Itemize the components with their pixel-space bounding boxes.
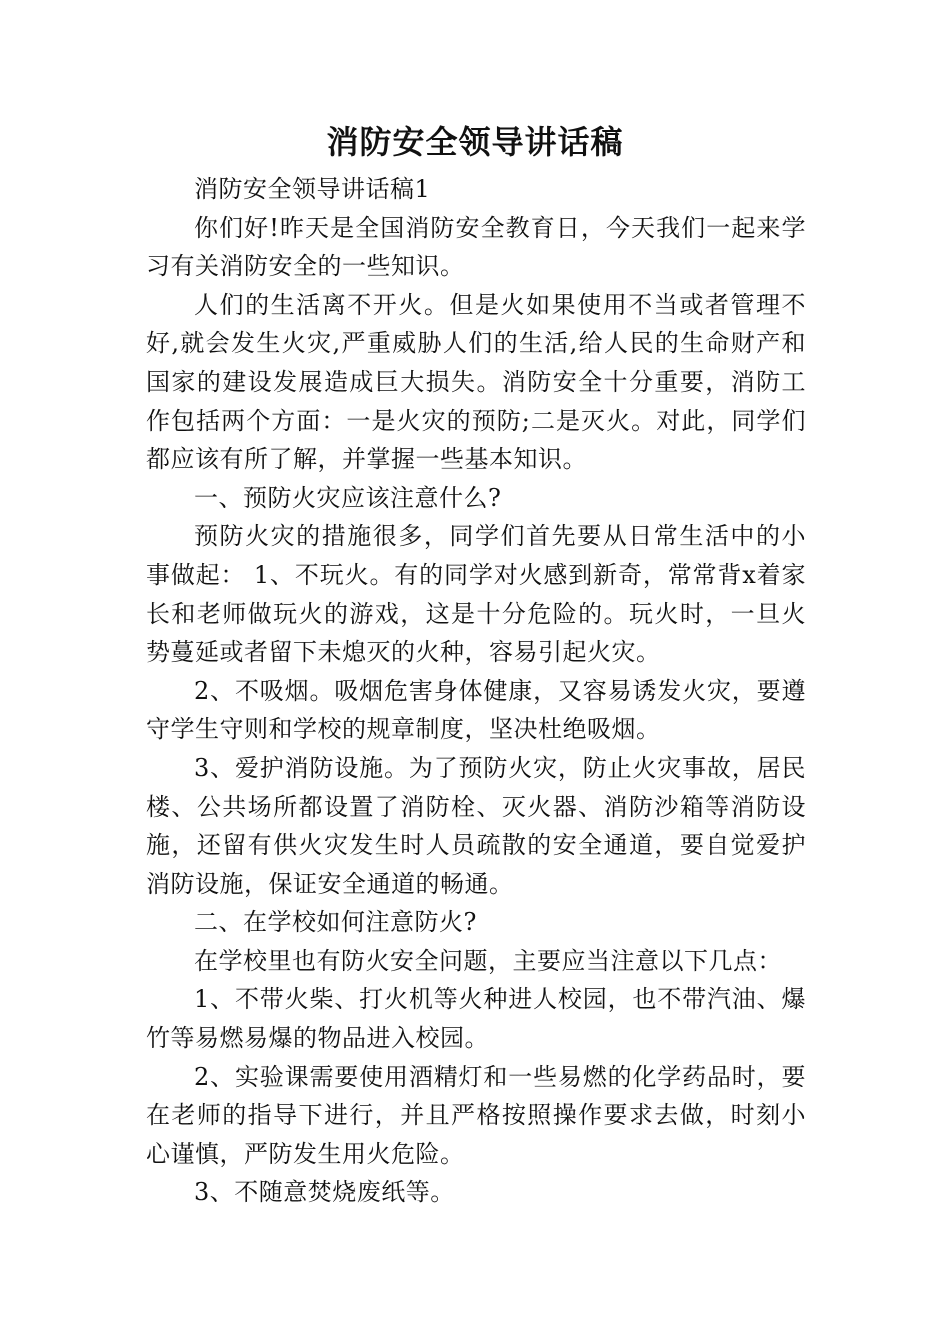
section-heading-prevention: 一、预防火灾应该注意什么? [194, 483, 502, 512]
paragraph-no-smoking: 2、不吸烟。吸烟危害身体健康，又容易诱发火灾，要遵守学生守则和学校的规章制度，坚决杜绝吸烟。 [146, 676, 806, 744]
paragraph-school-intro: 在学校里也有防火安全问题，主要应当注意以下几点： [194, 946, 782, 975]
paragraph-greeting: 你们好!昨天是全国消防安全教育日，今天我们一起来学习有关消防安全的一些知识。 [146, 213, 806, 281]
paragraph-no-playing-fire: 预防火灾的措施很多，同学们首先要从日常生活中的小事做起： 1、不玩火。有的同学对火感到新奇，常常背x着家长和老师做玩火的游戏，这是十分危险的。玩火时，一旦火势蔓延或者留下未熄灭的火种，容易引起火灾。 [146, 522, 806, 667]
paragraph-subtitle: 消防安全领导讲话稿1 [194, 175, 431, 203]
section-heading-school: 二、在学校如何注意防火? [194, 908, 477, 937]
paragraph-school-rule-2: 2、实验课需要使用酒精灯和一些易燃的化学药品时，要在老师的指导下进行，并且严格按照操作要求去做，时刻小心谨慎，严防发生用火危险。 [146, 1062, 806, 1168]
paragraph-protect-facilities: 3、爱护消防设施。为了预防火灾，防止火灾事故，居民楼、公共场所都设置了消防栓、灭火器、消防沙箱等消防设施，还留有供火灾发生时人员疏散的安全通道，要自觉爱护消防设施，保证安全通道的畅通。 [146, 753, 806, 898]
document-body [146, 170, 806, 1212]
paragraph-importance: 人们的生活离不开火。但是火如果使用不当或者管理不好,就会发生火灾,严重威胁人们的生活,给人民的生命财产和国家的建设发展造成巨大损失。消防安全十分重要，消防工作包括两个方面：一是火灾的预防;二是灭火。对此，同学们都应该有所了解，并掌握一些基本知识。 [146, 290, 806, 474]
document-title: 消防安全领导讲话稿 [326, 123, 624, 161]
paragraph-school-rule-3: 3、不随意焚烧废纸等。 [194, 1178, 455, 1207]
paragraph-school-rule-1: 1、不带火柴、打火机等火种进人校园，也不带汽油、爆竹等易燃易爆的物品进入校园。 [146, 985, 806, 1053]
